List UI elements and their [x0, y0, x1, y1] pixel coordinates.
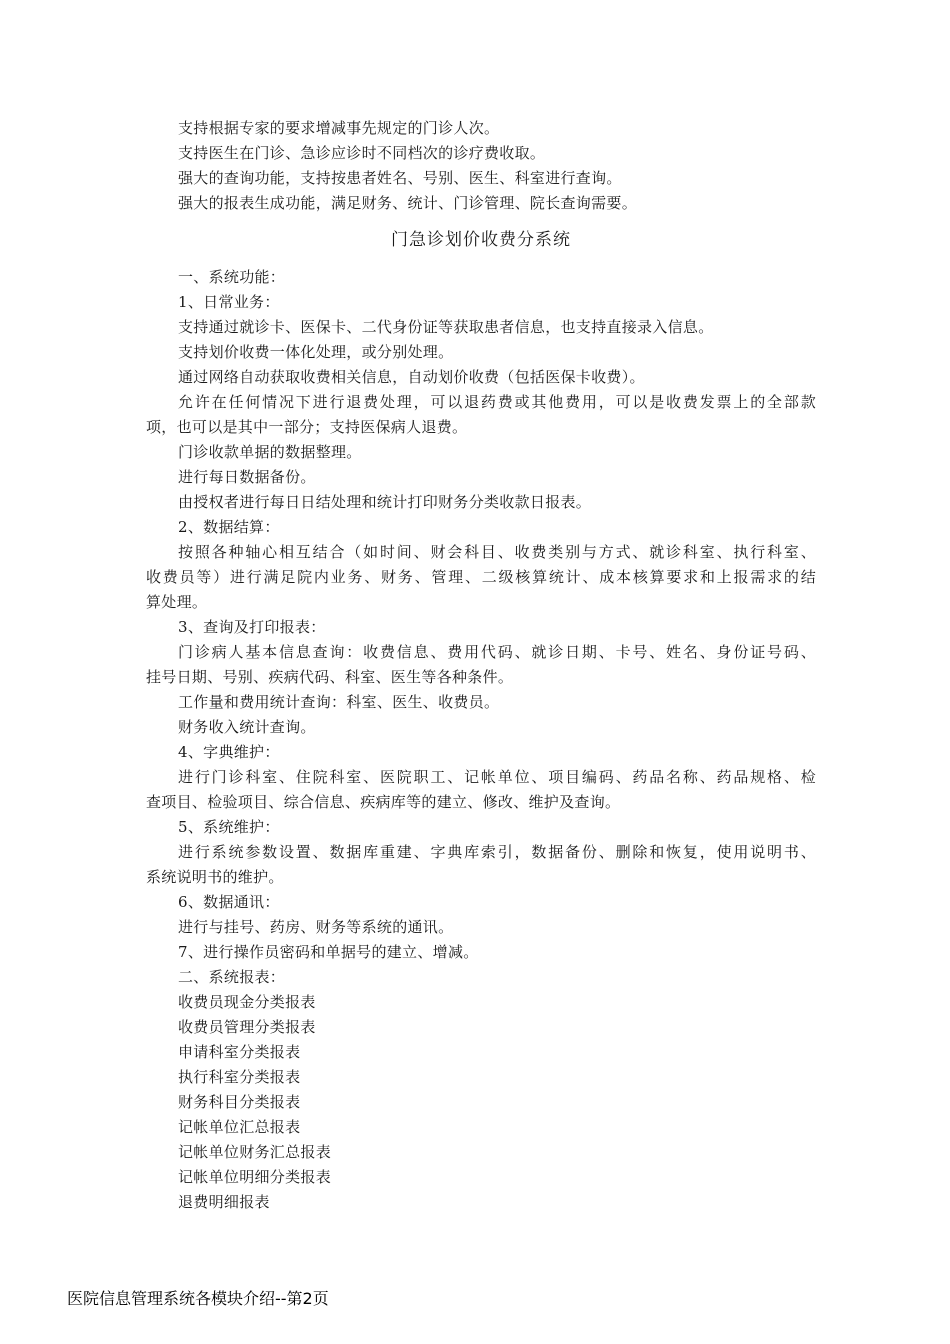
paragraph-line: 系统说明书的维护。: [146, 868, 284, 886]
paragraph-line: 进行每日数据备份。: [178, 468, 316, 486]
subheading-line: 5、系统维护：: [178, 818, 280, 836]
paragraph-line: 财务收入统计查询。: [178, 718, 316, 736]
report-list-item: 记帐单位明细分类报表: [178, 1168, 332, 1186]
paragraph-line: 支持根据专家的要求增减事先规定的门诊人次。: [178, 119, 500, 137]
subheading-line: 7、进行操作员密码和单据号的建立、增减。: [178, 943, 479, 961]
subheading-line: 2、数据结算：: [178, 518, 280, 536]
subheading-line: 6、数据通讯：: [178, 893, 280, 911]
subheading-line: 4、字典维护：: [178, 743, 280, 761]
report-list-item: 收费员管理分类报表: [178, 1018, 316, 1036]
page-footer: 医院信息管理系统各模块介绍--第2页: [67, 1289, 329, 1308]
paragraph-line: 强大的查询功能，支持按患者姓名、号别、医生、科室进行查询。: [178, 169, 622, 187]
paragraph-line: 收费员等）进行满足院内业务、财务、管理、二级核算统计、成本核算要求和上报需求的结: [146, 568, 816, 586]
paragraph-line: 由授权者进行每日日结处理和统计打印财务分类收款日报表。: [178, 493, 592, 511]
paragraph-line: 强大的报表生成功能，满足财务、统计、门诊管理、院长查询需要。: [178, 194, 638, 212]
report-list-item: 执行科室分类报表: [178, 1068, 301, 1086]
report-list-item: 财务科目分类报表: [178, 1093, 301, 1111]
heading-line: 二、系统报表：: [178, 968, 286, 986]
paragraph-line: 支持医生在门诊、急诊应诊时不同档次的诊疗费收取。: [178, 144, 546, 162]
paragraph-line: 算处理。: [146, 593, 208, 611]
report-list-item: 申请科室分类报表: [178, 1043, 301, 1061]
paragraph-line: 项，也可以是其中一部分；支持医保病人退费。: [146, 418, 468, 436]
paragraph-line: 通过网络自动获取收费相关信息，自动划价收费（包括医保卡收费）。: [178, 368, 645, 386]
paragraph-line: 门诊收款单据的数据整理。: [178, 443, 362, 461]
subheading-line: 3、查询及打印报表：: [178, 618, 326, 636]
paragraph-line: 挂号日期、号别、疾病代码、科室、医生等各种条件。: [146, 668, 514, 686]
heading-line: 一、系统功能：: [178, 268, 286, 286]
report-list-item: 记帐单位财务汇总报表: [178, 1143, 332, 1161]
report-list-item: 收费员现金分类报表: [178, 993, 316, 1011]
subheading-line: 1、日常业务：: [178, 293, 280, 311]
paragraph-line: 进行与挂号、药房、财务等系统的通讯。: [178, 918, 454, 936]
paragraph-line: 支持通过就诊卡、医保卡、二代身份证等获取患者信息，也支持直接录入信息。: [178, 318, 714, 336]
report-list-item: 退费明细报表: [178, 1193, 270, 1211]
paragraph-line: 门诊病人基本信息查询：收费信息、费用代码、就诊日期、卡号、姓名、身份证号码、: [178, 643, 816, 661]
section-title: 门急诊划价收费分系统: [391, 230, 571, 250]
paragraph-line: 按照各种轴心相互结合（如时间、财会科目、收费类别与方式、就诊科室、执行科室、: [178, 543, 816, 561]
paragraph-line: 进行系统参数设置、数据库重建、字典库索引，数据备份、删除和恢复，使用说明书、: [178, 843, 816, 861]
paragraph-line: 进行门诊科室、住院科室、医院职工、记帐单位、项目编码、药品名称、药品规格、检: [178, 768, 816, 786]
paragraph-line: 工作量和费用统计查询：科室、医生、收费员。: [178, 693, 500, 711]
paragraph-line: 支持划价收费一体化处理，或分别处理。: [178, 343, 454, 361]
paragraph-line: 查项目、检验项目、综合信息、疾病库等的建立、修改、维护及查询。: [146, 793, 621, 811]
report-list-item: 记帐单位汇总报表: [178, 1118, 301, 1136]
paragraph-line: 允许在任何情况下进行退费处理，可以退药费或其他费用，可以是收费发票上的全部款: [178, 393, 816, 411]
